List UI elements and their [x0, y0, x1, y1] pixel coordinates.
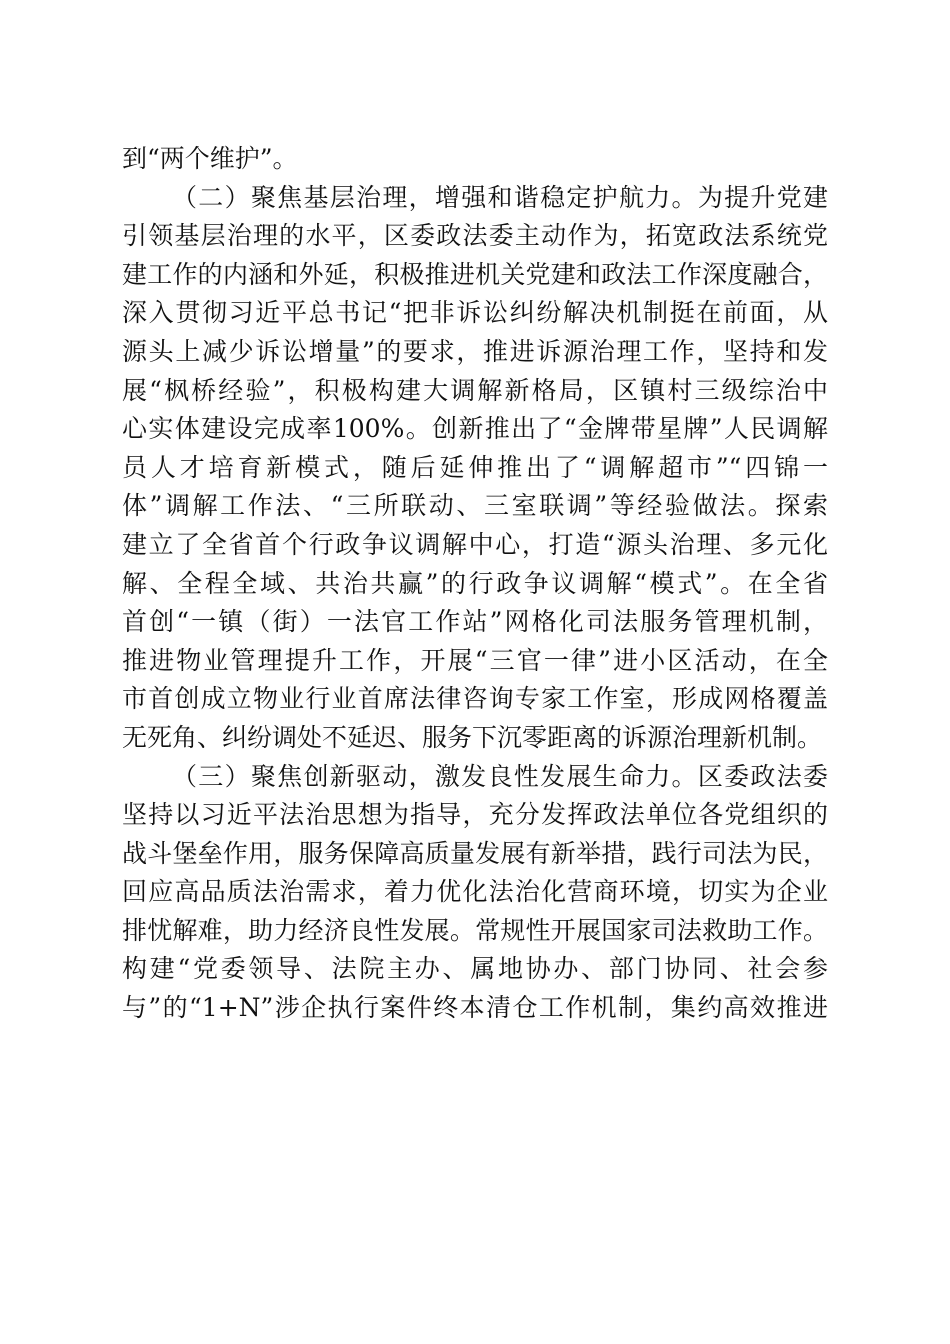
text-line: 构建“党委领导、法院主办、属地协办、部门协同、社会参 — [122, 954, 828, 984]
section-heading-line: （二）聚焦基层治理，增强和谐稳定护航力。为提升党建 — [172, 182, 828, 212]
text-line: 无死角、纠纷调处不延迟、服务下沉零距离的诉源治理新机制。 — [122, 722, 823, 752]
text-line: 体”调解工作法、“三所联动、三室联调”等经验做法。探索 — [122, 491, 828, 521]
text-line: 坚持以习近平法治思想为指导，充分发挥政法单位各党组织的 — [122, 800, 828, 830]
text-line: 深入贯彻习近平总书记“把非诉讼纠纷解决机制挺在前面，从 — [122, 298, 828, 328]
text-line: 回应高品质法治需求，着力优化法治化营商环境，切实为企业 — [122, 877, 828, 907]
text-line: 建立了全省首个行政争议调解中心，打造“源头治理、多元化 — [122, 529, 828, 559]
text-line: 源头上减少诉讼增量”的要求，推进诉源治理工作，坚持和发 — [122, 336, 828, 366]
text-line: 建工作的内涵和外延，积极推进机关党建和政法工作深度融合， — [122, 259, 828, 289]
text-line: 心实体建设完成率100%。创新推出了“金牌带星牌”人民调解 — [122, 414, 828, 444]
section-heading-line: （三）聚焦创新驱动，激发良性发展生命力。区委政法委 — [172, 761, 828, 791]
text-line: 解、全程全域、共治共赢”的行政争议调解“模式”。在全省 — [122, 568, 828, 598]
text-line: 市首创成立物业行业首席法律咨询专家工作室，形成网格覆盖 — [122, 684, 828, 714]
text-line: 到“两个维护”。 — [122, 144, 298, 173]
body-text — [122, 140, 828, 1028]
text-line: 引领基层治理的水平，区委政法委主动作为，拓宽政法系统党 — [122, 221, 828, 251]
text-line: 与”的“1+N”涉企执行案件终本清仓工作机制，集约高效推进 — [122, 993, 828, 1023]
text-line: 排忧解难，助力经济良性发展。常规性开展国家司法救助工作。 — [122, 915, 828, 945]
text-line: 推进物业管理提升工作，开展“三官一律”进小区活动，在全 — [122, 645, 828, 675]
text-line: 战斗堡垒作用，服务保障高质量发展有新举措，践行司法为民， — [122, 838, 828, 868]
text-line: 首创“一镇（街）一法官工作站”网格化司法服务管理机制， — [122, 607, 828, 637]
text-line: 展“枫桥经验”，积极构建大调解新格局，区镇村三级综治中 — [122, 375, 828, 405]
text-line: 员人才培育新模式，随后延伸推出了“调解超市”“四锦一 — [122, 452, 828, 482]
